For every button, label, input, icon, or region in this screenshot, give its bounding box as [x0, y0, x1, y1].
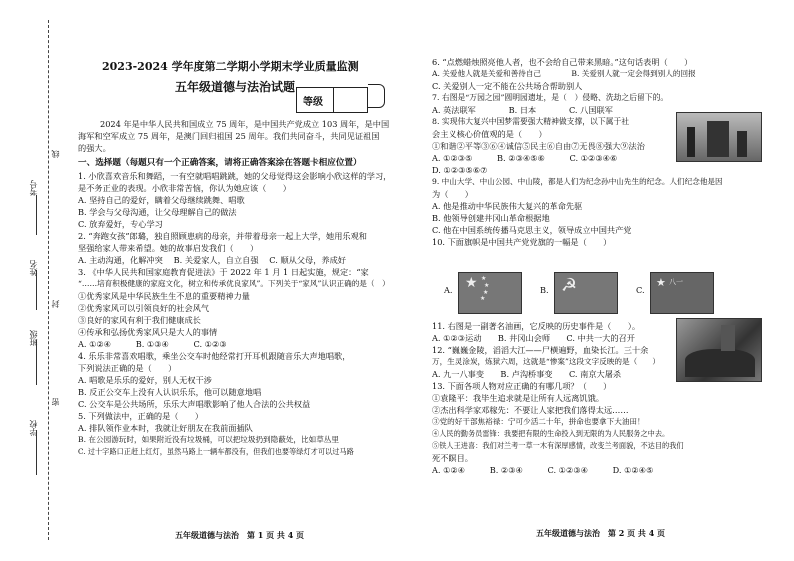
- left-line: 下列说法正确的是（ ）: [78, 363, 177, 373]
- left-line: A. 坚持自己的爱好，瞒着父母继续跳舞、唱歌: [78, 195, 245, 205]
- right-line: 死不瞑目。: [432, 453, 473, 463]
- right-line: ①袁隆平：我毕生追求就是让所有人远离饥饿。: [432, 393, 604, 403]
- left-line: “……培育积极健康的家庭文化，树立和传承优良家风”。下列关于“家风”认识正确的是（ ）: [78, 279, 390, 288]
- right-line: ⑤铁人王进喜：我们对兰考一草一木有深厚感情，改变兰考面貌，不达目的我们: [432, 441, 684, 450]
- intro-line-3: 的强大。: [78, 143, 111, 153]
- page-1-footer: 五年级道德与法治 第 1 页 共 4 页: [175, 530, 305, 540]
- party-flag-image: [554, 272, 618, 314]
- left-line: C. 过十字路口正赶上红灯，虽然马路上一辆车都没有，但我们也要等绿灯才可以过马路: [78, 447, 354, 456]
- right-line: A. 九一八事变 B. 卢沟桥事变 C. 南京大屠杀: [432, 369, 622, 379]
- left-line: 坚强给家人带来希望。她的故事启发我们（ ）: [78, 243, 259, 253]
- exam-subtitle: 五年级道德与法治试题: [175, 80, 296, 94]
- exam-no-underline: [36, 195, 38, 235]
- name-label: 姓名: [29, 260, 38, 276]
- right-line: ④人民的勤务员雷锋：我要把有限的生命投入到无限的为人民服务之中去。: [432, 429, 670, 438]
- left-line: 2. “奔跑女孩”郎璐，独自照顾患病的母亲，并带着母亲一起上大学，她用乐观和: [78, 231, 367, 241]
- class-label: 班级: [29, 330, 38, 346]
- right-line: 8. 实现伟大复兴中国梦需要强大精神做支撑，以下属于社: [432, 117, 630, 126]
- page-2-footer: 五年级道德与法治 第 2 页 共 4 页: [536, 528, 666, 538]
- right-line: A. ①②③⑤ B. ②③④⑤⑥ C. ①②③④⑥: [432, 153, 618, 163]
- left-line: C. 公交车是公共场所，乐乐大声唱歌影响了他人合法的公共权益: [78, 399, 311, 409]
- grade-box: [296, 87, 368, 113]
- right-line: 万，生灵涂炭，炼狱六周，这就是“惨案”这段文字反映的是（ ）: [432, 357, 660, 366]
- left-line: C. 放弃爱好，专心学习: [78, 219, 163, 229]
- right-line: 13. 下面各项人物对应正确的有哪几项？（ ）: [432, 381, 612, 391]
- flag-option-c: C.: [636, 285, 645, 295]
- hammer-sickle-icon: ☭: [561, 275, 578, 296]
- class-underline: [36, 340, 38, 385]
- right-line: 为（ ）: [432, 189, 473, 199]
- star-icon: ★: [656, 276, 666, 289]
- left-line: A. 排队领作业本时，我就让好朋友在我前面插队: [78, 423, 253, 433]
- left-line: ③良好的家风有利于我们健康成长: [78, 315, 201, 325]
- binding-dash-line: [48, 20, 49, 540]
- left-line: B. 反正公交车上没有人认识乐乐，他可以随意地唱: [78, 387, 262, 397]
- yuanmingyuan-ruins-image: [676, 112, 762, 162]
- right-line: A. 英法联军 B. 日本 C. 八国联军: [432, 105, 613, 115]
- intro-line-2: 海军和空军成立 75 周年，是澳门回归祖国 25 周年。我们共同奋斗，共同见证祖国: [78, 131, 380, 141]
- section-1-heading: 一、选择题（每题只有一个正确答案，请将正确答案涂在答题卡相应位置）: [78, 158, 362, 168]
- oil-painting-image: [676, 318, 762, 382]
- grade-label: 等级: [303, 97, 323, 108]
- left-line: A. 唱歌是乐乐的爱好，别人无权干涉: [78, 375, 212, 385]
- left-line: 1. 小欣喜欢音乐和舞蹈，一有空就唱唱跳跳，她的父母觉得这会影响小欣这样的学习，: [78, 171, 392, 181]
- national-flag-image: ★ ★ ★ ★ ★: [458, 272, 522, 314]
- seal-feng: 封: [51, 300, 60, 308]
- right-line: 会主义核心价值观的是（ ）: [432, 129, 547, 139]
- left-line: 4. 乐乐非常喜欢唱歌，乘坐公交车时他经常打开耳机跟随音乐大声地唱歌，: [78, 351, 351, 361]
- seal-xian: 线: [51, 150, 60, 158]
- left-line: ①优秀家风是中华民族生生不息的重要精神力量: [78, 291, 250, 301]
- school-label: 学校: [29, 420, 38, 436]
- right-line: 10. 下面旗帜是中国共产党党旗的一幅是（ ）: [432, 237, 612, 247]
- right-line: C. 他在中国系统传播马克思主义，领导成立中国共产党: [432, 225, 632, 235]
- right-line: 9. 中山大学、中山公园、中山陵，都是人们为纪念孙中山先生的纪念。人们纪念他是因: [432, 177, 723, 186]
- right-line: A. ①②④ B. ②③④ C. ①②③④ D. ①②④⑤: [432, 465, 654, 475]
- school-underline: [36, 430, 38, 475]
- left-line: B. 学会与父母沟通，让父母理解自己的做法: [78, 207, 237, 217]
- right-question-list-b: [432, 320, 684, 476]
- intro-line-1: 2024 年是中华人民共和国成立 75 周年，是中国共产党成立 103 周年，是中国: [100, 119, 390, 129]
- right-line: C. 关爱别人一定不能在公共场合帮助别人: [432, 81, 583, 91]
- right-line: A. 关爱他人就是关爱和善待自己 B. 关爱别人就一定会得到别人的回报: [432, 69, 696, 78]
- right-line: B. 他领导创建井冈山革命根据地: [432, 213, 550, 223]
- left-line: A. ①②④ B. ①③④ C. ①②③: [78, 339, 227, 349]
- name-underline: [36, 270, 38, 310]
- right-line: D. ①②③⑤⑥⑦: [432, 165, 488, 175]
- exam-title: 2023-2024 学年度第二学期小学期末学业质量监测: [102, 60, 359, 73]
- right-line: ③党的好干部焦裕禄：宁可少活二十年，拼命也要拿下大油田！: [432, 417, 645, 426]
- left-line: 5. 下列做法中，正确的是（ ）: [78, 411, 204, 421]
- army-flag-image: ★ 八一: [650, 272, 714, 314]
- left-line: 是不务正业的表现。小欣非常苦恼，你认为她应该（ ）: [78, 183, 291, 193]
- grade-box-curl: [368, 84, 385, 108]
- left-question-list: [78, 170, 391, 458]
- left-line: 3. 《中华人民共和国家庭教育促进法》于 2022 年 1 月 1 日起实施，规定：“家: [78, 267, 369, 277]
- seal-mi: 密: [51, 398, 60, 406]
- flag-option-b: B.: [540, 285, 549, 295]
- right-line: 12. “巍巍金陵，滔滔大江——尸横遍野，血染长江。三十余: [432, 345, 649, 355]
- right-line: 6. “点燃蜡烛照亮他人者，也不会给自己带来黑暗。”这句话表明（ ）: [432, 57, 693, 67]
- left-line: B. 在公园游玩时，如果附近没有垃圾桶，可以把垃圾扔到隐蔽处，比如草丛里: [78, 435, 339, 444]
- right-line: ①和谐②平等③⑥④诚信⑤民主⑥自由⑦无畏⑧强大⑨法治: [432, 141, 645, 151]
- left-line: ④传承和弘扬优秀家风只是大人的事情: [78, 327, 218, 337]
- star-icon: ★: [465, 275, 478, 291]
- left-line: ②优秀家风可以引领良好的社会风气: [78, 303, 210, 313]
- right-line: 11. 右图是一副著名油画，它反映的历史事件是（ ）。: [432, 321, 641, 331]
- right-line: ②杰出科学家邓稼先：不要让人家把我们落得太远……: [432, 405, 629, 415]
- exam-no-label: 考号: [29, 180, 38, 196]
- flag-option-a: A.: [444, 285, 453, 295]
- left-line: A. 主动沟通，化解冲突 B. 关爱家人，自立自强 C. 顺从父母，养成好: [78, 255, 346, 265]
- right-line: A. ①②③运动 B. 井冈山会师 C. 中共一大的召开: [432, 333, 635, 343]
- right-line: A. 他是推动中华民族伟大复兴的革命先驱: [432, 201, 583, 211]
- right-line: 7. 右图是“万园之园”圆明园遗址，是（ ）侵略、洗劫之后留下的。: [432, 93, 669, 102]
